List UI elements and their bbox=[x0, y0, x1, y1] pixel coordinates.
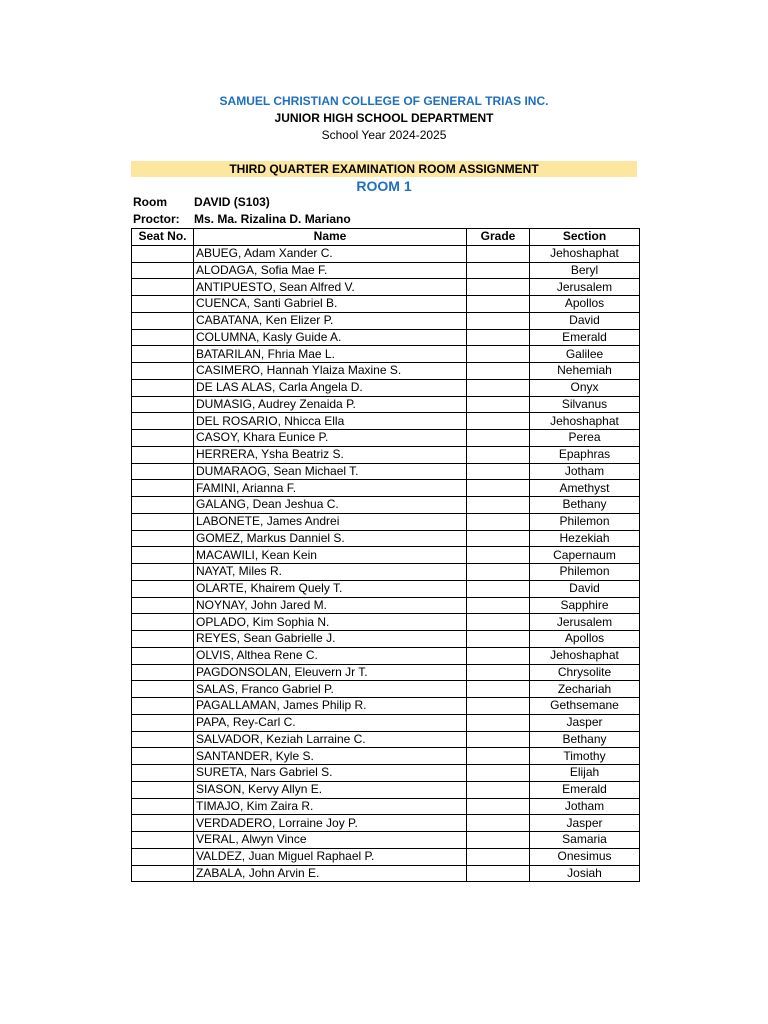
name-cell: OPLADO, Kim Sophia N. bbox=[194, 614, 467, 631]
name-cell: NOYNAY, John Jared M. bbox=[194, 597, 467, 614]
name-cell: CABATANA, Ken Elizer P. bbox=[194, 312, 467, 329]
table-row bbox=[132, 580, 640, 597]
grade-cell bbox=[467, 262, 530, 279]
exam-title-band: THIRD QUARTER EXAMINATION ROOM ASSIGNMENT bbox=[131, 161, 637, 177]
section-cell: Beryl bbox=[530, 262, 640, 279]
name-cell: CUENCA, Santi Gabriel B. bbox=[194, 296, 467, 313]
table-row bbox=[132, 815, 640, 832]
proctor-value: Ms. Ma. Rizalina D. Mariano bbox=[194, 212, 351, 226]
seat-cell bbox=[132, 698, 194, 715]
seat-cell bbox=[132, 681, 194, 698]
grade-cell bbox=[467, 865, 530, 882]
section-cell: Gethsemane bbox=[530, 698, 640, 715]
assignment-table bbox=[131, 228, 640, 882]
name-cell: SANTANDER, Kyle S. bbox=[194, 748, 467, 765]
section-cell: Samaria bbox=[530, 832, 640, 849]
table-row bbox=[132, 329, 640, 346]
table-row bbox=[132, 497, 640, 514]
grade-cell bbox=[467, 379, 530, 396]
table-row bbox=[132, 714, 640, 731]
grade-cell bbox=[467, 430, 530, 447]
seat-cell bbox=[132, 832, 194, 849]
table-row bbox=[132, 396, 640, 413]
column-header-seat: Seat No. bbox=[132, 229, 194, 246]
name-cell: REYES, Sean Gabrielle J. bbox=[194, 631, 467, 648]
section-cell: Jerusalem bbox=[530, 279, 640, 296]
section-cell: Hezekiah bbox=[530, 530, 640, 547]
table-row bbox=[132, 530, 640, 547]
grade-cell bbox=[467, 329, 530, 346]
seat-cell bbox=[132, 312, 194, 329]
grade-cell bbox=[467, 346, 530, 363]
table-row bbox=[132, 731, 640, 748]
grade-cell bbox=[467, 547, 530, 564]
table-body bbox=[132, 245, 640, 882]
table-row bbox=[132, 279, 640, 296]
grade-cell bbox=[467, 413, 530, 430]
department-name: JUNIOR HIGH SCHOOL DEPARTMENT bbox=[274, 111, 494, 125]
name-cell: DUMASIG, Audrey Zenaida P. bbox=[194, 396, 467, 413]
table-row bbox=[132, 781, 640, 798]
section-cell: Galilee bbox=[530, 346, 640, 363]
seat-cell bbox=[132, 262, 194, 279]
name-cell: TIMAJO, Kim Zaira R. bbox=[194, 798, 467, 815]
table-row bbox=[132, 647, 640, 664]
grade-cell bbox=[467, 748, 530, 765]
proctor-info bbox=[133, 212, 351, 226]
seat-cell bbox=[132, 396, 194, 413]
name-cell: CASIMERO, Hannah Ylaiza Maxine S. bbox=[194, 363, 467, 380]
section-cell: Philemon bbox=[530, 564, 640, 581]
seat-cell bbox=[132, 731, 194, 748]
name-cell: OLARTE, Khairem Quely T. bbox=[194, 580, 467, 597]
section-cell: Bethany bbox=[530, 497, 640, 514]
section-cell: Josiah bbox=[530, 865, 640, 882]
table-row bbox=[132, 245, 640, 262]
name-cell: MACAWILI, Kean Kein bbox=[194, 547, 467, 564]
section-cell: Jehoshaphat bbox=[530, 413, 640, 430]
grade-cell bbox=[467, 513, 530, 530]
name-cell: FAMINI, Arianna F. bbox=[194, 480, 467, 497]
grade-cell bbox=[467, 530, 530, 547]
seat-cell bbox=[132, 463, 194, 480]
seat-cell bbox=[132, 547, 194, 564]
table-row bbox=[132, 748, 640, 765]
name-cell: ABUEG, Adam Xander C. bbox=[194, 245, 467, 262]
name-cell: DUMARAOG, Sean Michael T. bbox=[194, 463, 467, 480]
column-header-name: Name bbox=[194, 229, 467, 246]
section-cell: Sapphire bbox=[530, 597, 640, 614]
name-cell: COLUMNA, Kasly Guide A. bbox=[194, 329, 467, 346]
table-row bbox=[132, 480, 640, 497]
name-cell: NAYAT, Miles R. bbox=[194, 564, 467, 581]
table-row bbox=[132, 798, 640, 815]
name-cell: GOMEZ, Markus Danniel S. bbox=[194, 530, 467, 547]
table-row bbox=[132, 865, 640, 882]
section-cell: Jotham bbox=[530, 798, 640, 815]
seat-cell bbox=[132, 497, 194, 514]
section-cell: Capernaum bbox=[530, 547, 640, 564]
section-cell: David bbox=[530, 312, 640, 329]
table-row bbox=[132, 664, 640, 681]
seat-cell bbox=[132, 279, 194, 296]
grade-cell bbox=[467, 781, 530, 798]
section-cell: Jotham bbox=[530, 463, 640, 480]
section-cell: Amethyst bbox=[530, 480, 640, 497]
section-cell: Perea bbox=[530, 430, 640, 447]
table-row bbox=[132, 312, 640, 329]
section-cell: Zechariah bbox=[530, 681, 640, 698]
table-row bbox=[132, 413, 640, 430]
name-cell: CASOY, Khara Eunice P. bbox=[194, 430, 467, 447]
grade-cell bbox=[467, 312, 530, 329]
section-cell: Jasper bbox=[530, 815, 640, 832]
seat-cell bbox=[132, 815, 194, 832]
grade-cell bbox=[467, 279, 530, 296]
section-cell: Bethany bbox=[530, 731, 640, 748]
seat-cell bbox=[132, 363, 194, 380]
room-label: Room bbox=[133, 195, 167, 209]
section-cell: Emerald bbox=[530, 781, 640, 798]
name-cell: HERRERA, Ysha Beatriz S. bbox=[194, 446, 467, 463]
name-cell: ZABALA, John Arvin E. bbox=[194, 865, 467, 882]
seat-cell bbox=[132, 781, 194, 798]
table-row bbox=[132, 698, 640, 715]
table-row bbox=[132, 430, 640, 447]
seat-cell bbox=[132, 798, 194, 815]
table-row bbox=[132, 614, 640, 631]
table-row bbox=[132, 513, 640, 530]
seat-cell bbox=[132, 714, 194, 731]
seat-cell bbox=[132, 346, 194, 363]
name-cell: ANTIPUESTO, Sean Alfred V. bbox=[194, 279, 467, 296]
section-cell: Epaphras bbox=[530, 446, 640, 463]
grade-cell bbox=[467, 798, 530, 815]
section-cell: Elijah bbox=[530, 765, 640, 782]
grade-cell bbox=[467, 363, 530, 380]
section-cell: Chrysolite bbox=[530, 664, 640, 681]
name-cell: PAGALLAMAN, James Philip R. bbox=[194, 698, 467, 715]
grade-cell bbox=[467, 446, 530, 463]
name-cell: VERAL, Alwyn Vince bbox=[194, 832, 467, 849]
grade-cell bbox=[467, 480, 530, 497]
grade-cell bbox=[467, 396, 530, 413]
seat-cell bbox=[132, 329, 194, 346]
section-cell: Jehoshaphat bbox=[530, 647, 640, 664]
grade-cell bbox=[467, 664, 530, 681]
name-cell: LABONETE, James Andrei bbox=[194, 513, 467, 530]
section-cell: David bbox=[530, 580, 640, 597]
table-row bbox=[132, 363, 640, 380]
school-name: SAMUEL CHRISTIAN COLLEGE OF GENERAL TRIAS INC. bbox=[219, 94, 549, 108]
table-row bbox=[132, 597, 640, 614]
name-cell: ALODAGA, Sofia Mae F. bbox=[194, 262, 467, 279]
seat-cell bbox=[132, 245, 194, 262]
table-row bbox=[132, 832, 640, 849]
grade-cell bbox=[467, 497, 530, 514]
name-cell: BATARILAN, Fhria Mae L. bbox=[194, 346, 467, 363]
room-heading: ROOM 1 bbox=[356, 178, 412, 194]
seat-cell bbox=[132, 430, 194, 447]
name-cell: VERDADERO, Lorraine Joy P. bbox=[194, 815, 467, 832]
name-cell: OLVIS, Althea Rene C. bbox=[194, 647, 467, 664]
table-header-row bbox=[132, 229, 640, 246]
section-cell: Apollos bbox=[530, 631, 640, 648]
name-cell: SIASON, Kervy Allyn E. bbox=[194, 781, 467, 798]
seat-cell bbox=[132, 865, 194, 882]
grade-cell bbox=[467, 580, 530, 597]
table-row bbox=[132, 379, 640, 396]
grade-cell bbox=[467, 245, 530, 262]
name-cell: PAPA, Rey-Carl C. bbox=[194, 714, 467, 731]
section-cell: Nehemiah bbox=[530, 363, 640, 380]
seat-cell bbox=[132, 530, 194, 547]
table-row bbox=[132, 765, 640, 782]
table-row bbox=[132, 463, 640, 480]
seat-cell bbox=[132, 848, 194, 865]
seat-cell bbox=[132, 614, 194, 631]
grade-cell bbox=[467, 564, 530, 581]
name-cell: SALVADOR, Keziah Larraine C. bbox=[194, 731, 467, 748]
name-cell: SALAS, Franco Gabriel P. bbox=[194, 681, 467, 698]
grade-cell bbox=[467, 832, 530, 849]
seat-cell bbox=[132, 513, 194, 530]
section-cell: Silvanus bbox=[530, 396, 640, 413]
seat-cell bbox=[132, 446, 194, 463]
table-row bbox=[132, 564, 640, 581]
seat-cell bbox=[132, 765, 194, 782]
section-cell: Onyx bbox=[530, 379, 640, 396]
section-cell: Jerusalem bbox=[530, 614, 640, 631]
grade-cell bbox=[467, 848, 530, 865]
section-cell: Emerald bbox=[530, 329, 640, 346]
seat-cell bbox=[132, 664, 194, 681]
table-row bbox=[132, 848, 640, 865]
grade-cell bbox=[467, 614, 530, 631]
proctor-label: Proctor: bbox=[133, 212, 180, 226]
grade-cell bbox=[467, 698, 530, 715]
section-cell: Apollos bbox=[530, 296, 640, 313]
grade-cell bbox=[467, 815, 530, 832]
seat-cell bbox=[132, 413, 194, 430]
seat-cell bbox=[132, 379, 194, 396]
table-row bbox=[132, 296, 640, 313]
seat-cell bbox=[132, 597, 194, 614]
grade-cell bbox=[467, 631, 530, 648]
seat-cell bbox=[132, 647, 194, 664]
table-row bbox=[132, 446, 640, 463]
grade-cell bbox=[467, 714, 530, 731]
section-cell: Onesimus bbox=[530, 848, 640, 865]
section-cell: Jasper bbox=[530, 714, 640, 731]
section-cell: Timothy bbox=[530, 748, 640, 765]
name-cell: PAGDONSOLAN, Eleuvern Jr T. bbox=[194, 664, 467, 681]
column-header-grade: Grade bbox=[467, 229, 530, 246]
section-cell: Philemon bbox=[530, 513, 640, 530]
name-cell: SURETA, Nars Gabriel S. bbox=[194, 765, 467, 782]
column-header-section: Section bbox=[530, 229, 640, 246]
table-row bbox=[132, 262, 640, 279]
room-info bbox=[133, 195, 270, 209]
table-row bbox=[132, 346, 640, 363]
seat-cell bbox=[132, 480, 194, 497]
school-year: School Year 2024-2025 bbox=[321, 128, 447, 142]
seat-cell bbox=[132, 296, 194, 313]
grade-cell bbox=[467, 597, 530, 614]
seat-cell bbox=[132, 631, 194, 648]
grade-cell bbox=[467, 463, 530, 480]
table-row bbox=[132, 631, 640, 648]
name-cell: GALANG, Dean Jeshua C. bbox=[194, 497, 467, 514]
name-cell: DE LAS ALAS, Carla Angela D. bbox=[194, 379, 467, 396]
grade-cell bbox=[467, 765, 530, 782]
grade-cell bbox=[467, 681, 530, 698]
seat-cell bbox=[132, 564, 194, 581]
grade-cell bbox=[467, 296, 530, 313]
seat-cell bbox=[132, 580, 194, 597]
room-value: DAVID (S103) bbox=[194, 195, 270, 209]
section-cell: Jehoshaphat bbox=[530, 245, 640, 262]
grade-cell bbox=[467, 731, 530, 748]
table-row bbox=[132, 547, 640, 564]
table-row bbox=[132, 681, 640, 698]
seat-cell bbox=[132, 748, 194, 765]
name-cell: VALDEZ, Juan Miguel Raphael P. bbox=[194, 848, 467, 865]
grade-cell bbox=[467, 647, 530, 664]
name-cell: DEL ROSARIO, Nhicca Ella bbox=[194, 413, 467, 430]
